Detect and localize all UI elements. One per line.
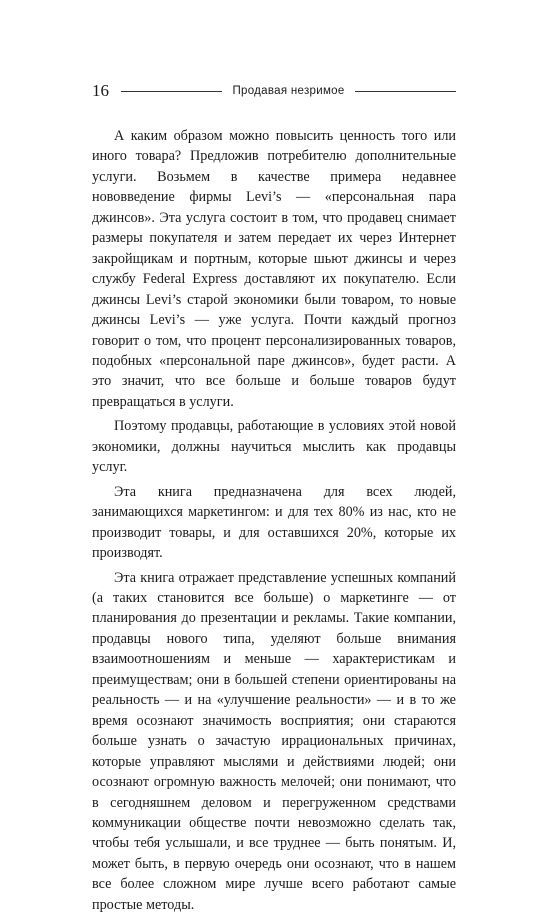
running-title: Продавая незримое — [232, 85, 345, 97]
paragraph-1: А каким образом можно повысить ценность того или иного товара? Предложив потребителю дополнительные услуги. Возьмем в качестве примера недавнее нововведение фирмы Levi’s — «персональная пара джинсов». Эта услуга состоит в том, что продавец снимает размеры покупателя и затем передает их через Интернет закройщикам и портным, которые шьют джинсы и через службу Federal Express доставляют их покупателю. Если джинсы Levi’s старой экономики были товаром, то новые джинсы Levi’s — уже услуга. Почти каждый прогноз говорит о том, что процент персонализированных товаров, подобных «персональной паре джинсов», будет расти. А это значит, что все больше и больше товаров будут превращаться в услуги. — [92, 128, 456, 410]
book-page — [92, 78, 456, 915]
header-rule-right — [355, 91, 456, 92]
paragraph-2: Поэтому продавцы, работающие в условиях этой новой экономики, должны научиться мыслить как продавцы услуг. — [92, 418, 456, 476]
header-rule-left — [121, 91, 222, 92]
page-number: 16 — [92, 81, 109, 100]
body-text — [92, 126, 456, 915]
running-head — [92, 78, 456, 104]
paragraph-3: Эта книга предназначена для всех людей, занимающихся маркетингом: и для тех 80% из нас, кто не производит товары, и для оставшихся 20%, которые их производят. — [92, 483, 456, 562]
paragraph-4: Эта книга отражает представление успешных компаний (а таких становится все больше) о маркетинге — от планирования до презентации и рекламы. Такие компании, продавцы нового типа, уделяют больше внимания взаимоотношениям и меньше — характеристикам и преимуществам; они в большей степени ориентированы на реальность — и на «улучшение реальности» — и в то же время осознают значимость восприятия; они стараются больше узнать о зачастую иррациональных причинах, которые управляют мыслями и действиями людей; они осознают огромную важность мелочей; они понимают, что в сегодняшнем деловом и перегруженном средствами коммуникации обществе почти невозможно сделать так, чтобы тебя услышали, и все труднее — быть понятым. И, может быть, в первую очередь они осознают, что в нашем все более сложном мире лучше всего работают самые простые методы. — [92, 569, 456, 913]
